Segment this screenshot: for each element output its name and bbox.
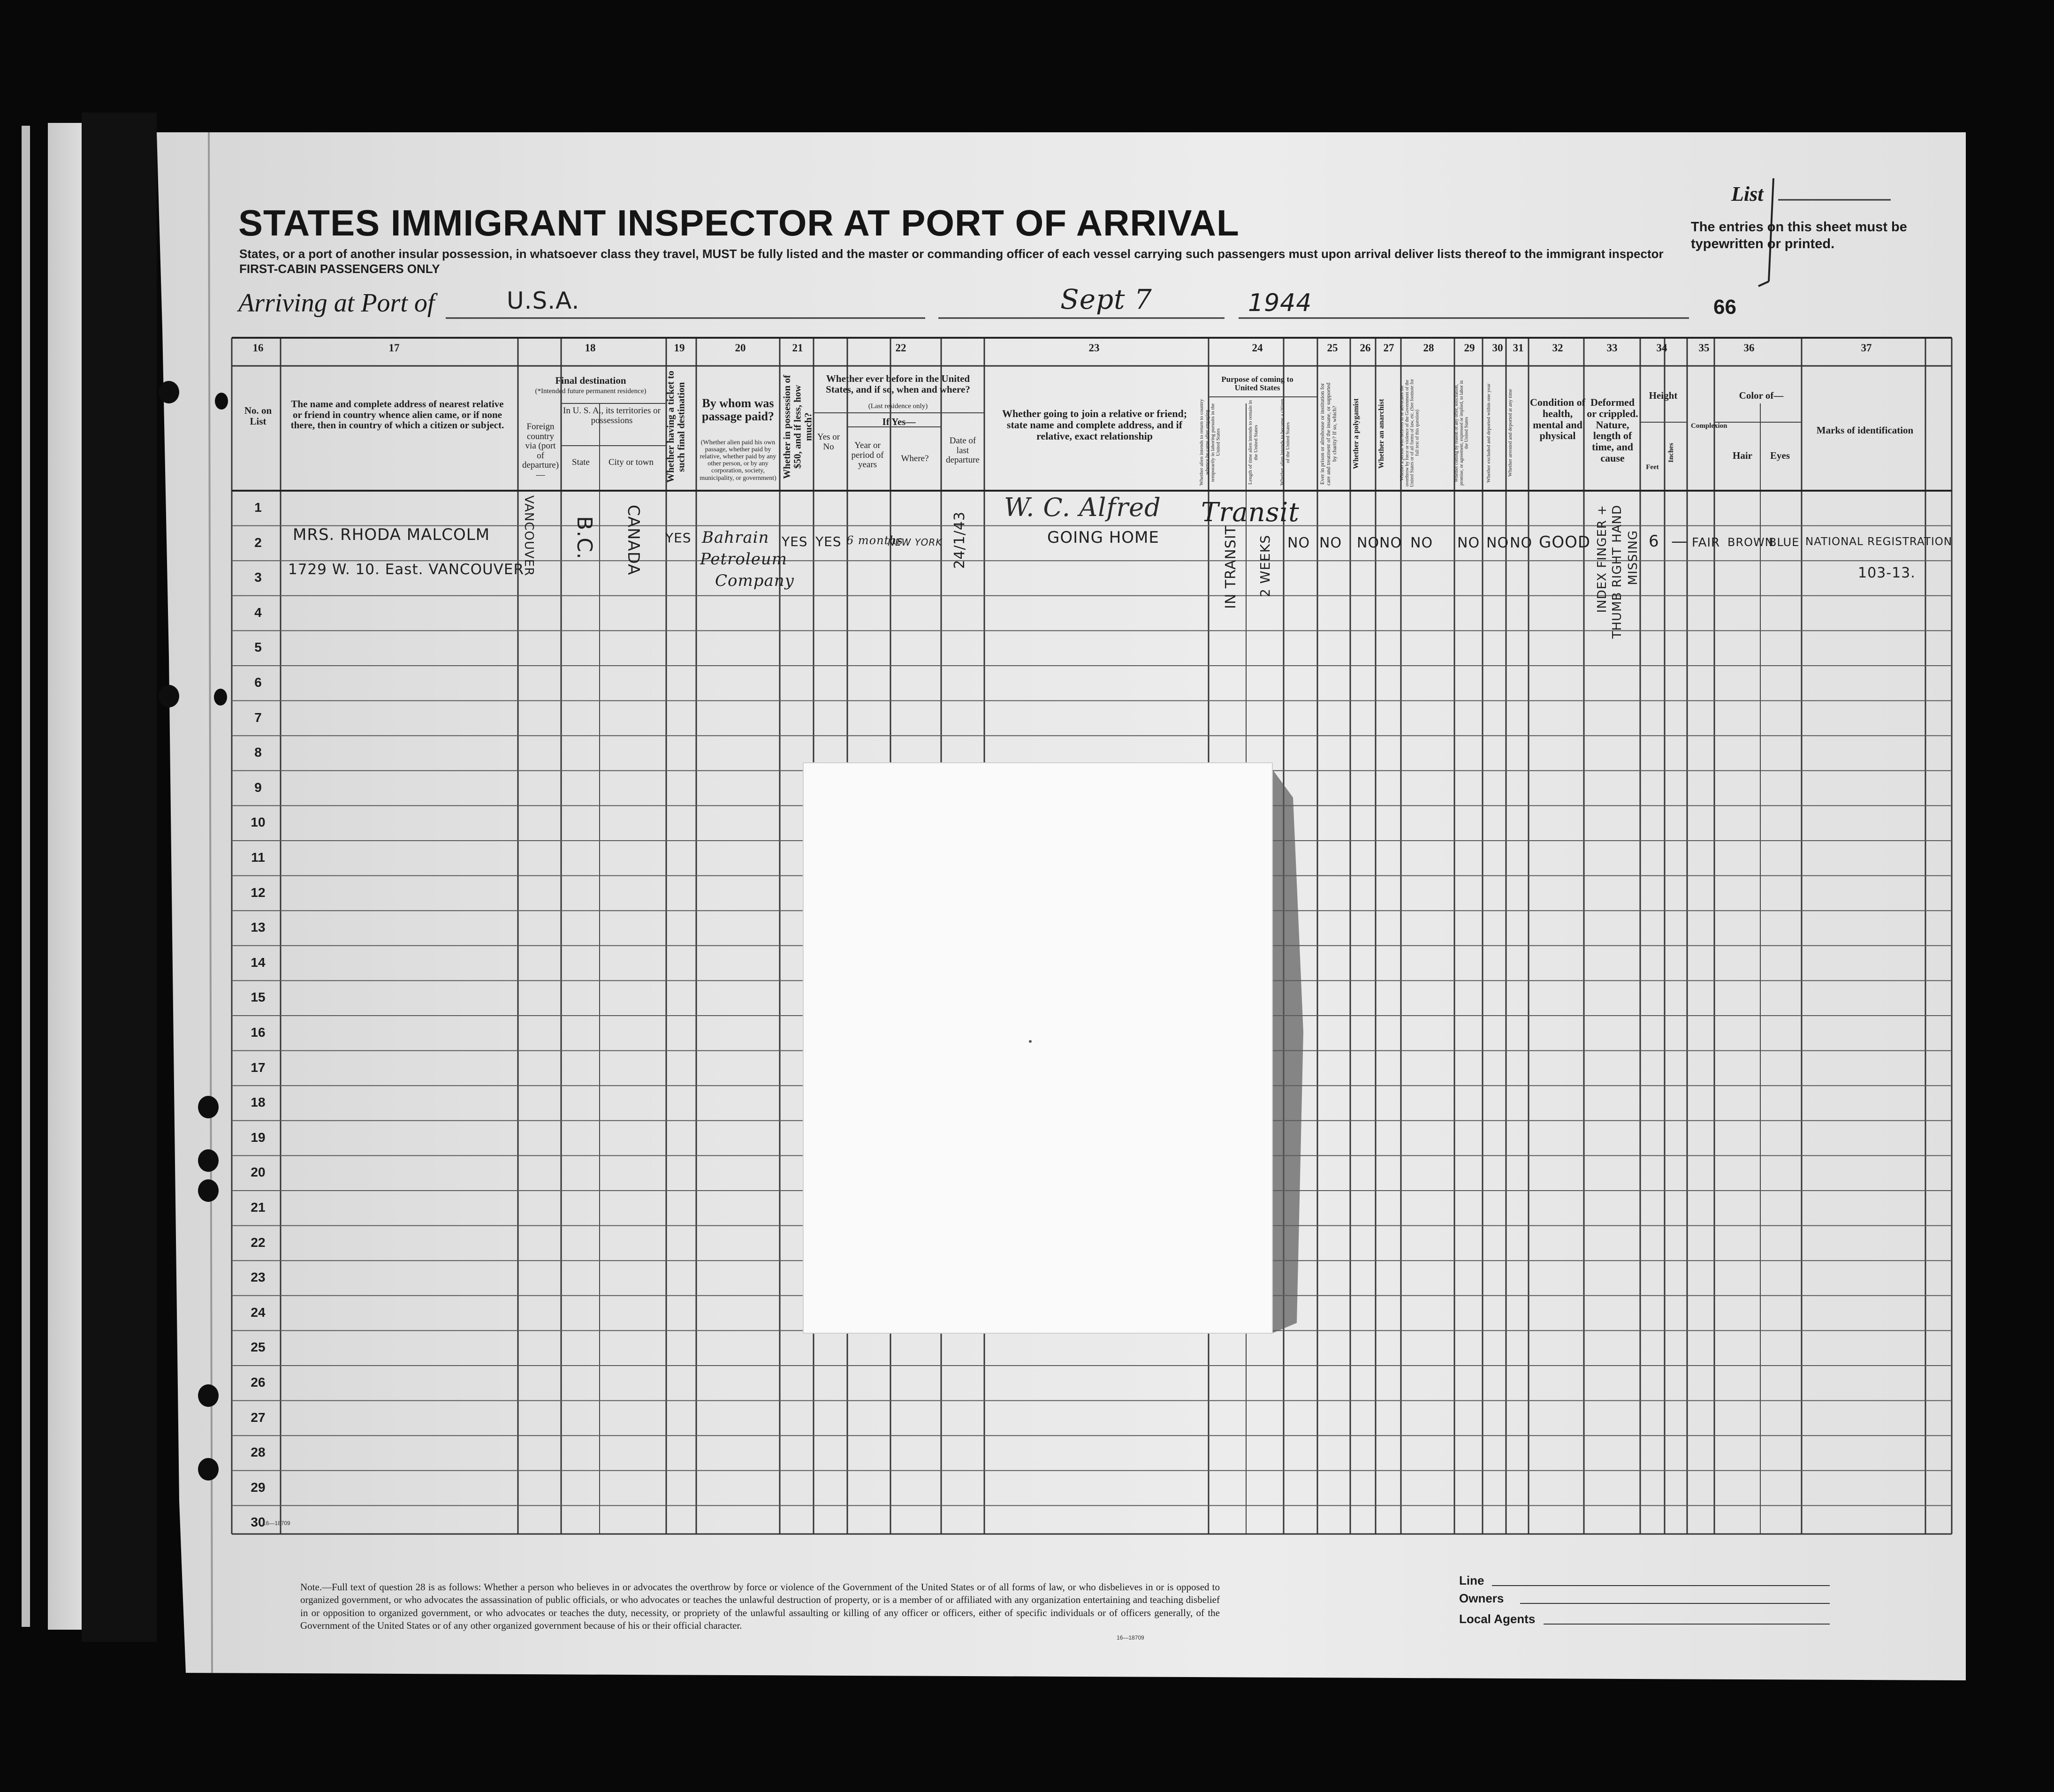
col-17-header: The name and complete address of nearest relative or friend in country whence alien came, or if none there, then in country of which a citizen or subject. — [290, 398, 504, 431]
col-22-where: Where? — [901, 454, 929, 463]
col-27-header: Whether an anarchist — [1377, 399, 1385, 469]
passage-paid-3: Company — [715, 571, 794, 590]
row-number: 25 — [251, 1340, 266, 1355]
col-18-number: 18 — [585, 342, 596, 354]
col-34-header: Height — [1649, 390, 1678, 401]
col-30-number: 30 — [1492, 342, 1503, 354]
deformed-line-1: INDEX FINGER + — [1595, 505, 1609, 613]
purpose-length-value: 2 WEEKS — [1257, 535, 1273, 597]
where-value: NEW YORK — [888, 537, 943, 548]
row-number: 6 — [254, 675, 262, 690]
row-number: 15 — [251, 990, 266, 1005]
footer-agents-label: Local Agents — [1459, 1612, 1536, 1626]
form-number-right: 16—18709 — [1117, 1634, 1144, 1641]
row-number: 16 — [251, 1025, 266, 1040]
col-19-number: 19 — [674, 342, 685, 354]
col-17-number: 17 — [388, 342, 400, 354]
excluded-value: NO — [1486, 535, 1509, 551]
typewritten-note: The entries on this sheet must be typewritten or printed. — [1691, 220, 1907, 252]
passage-paid-2: Petroleum — [700, 550, 787, 569]
list-label: List — [1731, 182, 1764, 205]
labor-offer-value: NO — [1457, 535, 1480, 551]
col-21-number: 21 — [792, 342, 803, 354]
col-20-header: By whom was passage paid? — [702, 396, 774, 424]
city-value: CANADA — [624, 505, 643, 576]
arriving-label: Arriving at Port of — [238, 289, 435, 318]
purpose-transit-vertical: IN TRANSIT — [1223, 525, 1239, 609]
col-32-number: 32 — [1552, 342, 1563, 354]
col-31-number: 31 — [1513, 342, 1524, 354]
col-27-number: 27 — [1383, 342, 1394, 354]
health-value: GOOD — [1539, 533, 1591, 552]
period-value: 6 months — [846, 534, 903, 547]
date-value: Sept 7 — [1060, 283, 1152, 315]
marks-value: NATIONAL REGISTRATION — [1805, 536, 1953, 548]
page-title: STATES IMMIGRANT INSPECTOR AT PORT OF ARRIVAL — [238, 202, 1240, 243]
row-number: 19 — [251, 1130, 266, 1145]
col-36-header: Color of— — [1739, 390, 1784, 401]
row-number: 1 — [254, 500, 262, 515]
col-37-header: Marks of identification — [1816, 425, 1914, 436]
col-23-number: 23 — [1088, 342, 1100, 354]
row-number: 7 — [254, 710, 262, 725]
col-18-subheader: (*Intended future permanent residence) — [535, 387, 647, 395]
col-26-number: 26 — [1360, 342, 1371, 354]
state-value: B.C. — [572, 516, 596, 560]
col-20-subheader: (Whether alien paid his own passage, whether paid by relative, whether paid by any other person, or by any corporation, society, municipality, or government) — [700, 439, 776, 482]
purpose-citizen-value: NO — [1287, 535, 1310, 551]
col-26-header: Whether a polygamist — [1352, 398, 1360, 470]
stub-strip — [48, 123, 82, 1630]
col-28-number: 28 — [1423, 342, 1434, 354]
col-19-header: Whether having a ticket to such final destination — [665, 371, 687, 483]
join-relative-value: GOING HOME — [1047, 528, 1159, 547]
row-number: 10 — [251, 815, 266, 830]
col-24-sub-a: Whether alien intends to return to country whence he came after engaging temporarily in laboring pursuits in the United States — [1199, 399, 1221, 486]
col-34-number: 34 — [1656, 342, 1667, 354]
row-number: 5 — [254, 640, 262, 655]
anarchist-value: NO — [1379, 535, 1402, 551]
height-feet-value: 6 — [1649, 532, 1659, 551]
col-36-eyes: Eyes — [1770, 450, 1790, 461]
col-18-foreign: Foreign country via (port of departure)— — [522, 422, 559, 480]
deformed-line-2: THUMB RIGHT HAND — [1610, 505, 1624, 639]
col-30-header: Whether excluded and deported within one year — [1486, 383, 1491, 483]
instructions-text: States, or a port of another insular possession, in whatsoever class they travel, MUST be fully listed and the master or commanding officer of each vessel carrying such passengers must upon arrival deliver lists thereof to the immigrant inspector — [239, 247, 1664, 261]
col-33-number: 33 — [1606, 342, 1618, 354]
complexion-value: FAIR — [1692, 536, 1720, 550]
row-number: 29 — [251, 1480, 266, 1495]
col-22-header: Whether ever before in the United States, and if so, when and where? — [826, 373, 970, 395]
col-16-number: 16 — [252, 342, 264, 354]
col-29-header: Whether coming by reason of any offer, solicitation, promise, or agreement, expressed or implied, to labor in the United States — [1454, 380, 1469, 486]
col-24-sub-c: Whether alien intends to become a citizen of the United States — [1279, 399, 1291, 486]
row-number: 2 — [254, 535, 262, 550]
ticket-value: YES — [665, 530, 692, 546]
col-21-header: Whether in possession of $50, and if less, how much? — [781, 375, 814, 479]
row-number: 20 — [251, 1165, 266, 1180]
col-36-hair: Hair — [1733, 450, 1752, 461]
col-28-header: Whether a person who believes in or advocates the overthrow by force or violence of the Government of the United States or of all forms of law, etc. (See footnote for full text of this question) — [1400, 379, 1420, 487]
col-25-number: 25 — [1327, 342, 1338, 354]
row-number: 11 — [251, 850, 265, 865]
col-37-number: 37 — [1861, 342, 1872, 354]
row-number: 24 — [251, 1305, 266, 1320]
col-24-sub-b: Length of time alien intends to remain in the United States — [1248, 400, 1259, 485]
col-36-number: 36 — [1743, 342, 1755, 354]
row-number: 12 — [251, 885, 266, 900]
footer-line-label: Line — [1459, 1573, 1484, 1587]
col-22-number: 22 — [895, 342, 906, 354]
col-24-number: 24 — [1252, 342, 1263, 354]
col-32-header: Condition of health, mental and physical — [1530, 396, 1585, 442]
foreign-port-value: VANCOUVER — [522, 495, 536, 577]
row-number: 22 — [251, 1235, 266, 1250]
row-number: 27 — [251, 1410, 266, 1425]
eyes-value: BLUE — [1769, 536, 1800, 549]
row-number: 13 — [251, 920, 266, 935]
blank-card — [803, 763, 1272, 1333]
card-speck — [1029, 1040, 1032, 1043]
binding-strip — [82, 113, 157, 1642]
relative-address: 1729 W. 10. East. VANCOUVER — [288, 561, 524, 578]
col-22-date-last: Date of last departure — [946, 436, 980, 465]
col-35-header: Complexion — [1691, 422, 1727, 430]
row-number: 26 — [251, 1375, 266, 1390]
col-25-header: Ever in prison or almshouse or institution for care and treatment of the insane, or supported by charity? If so, which? — [1319, 382, 1338, 486]
col-24-header: Purpose of coming to United States — [1221, 375, 1293, 393]
col-23-header: Whether going to join a relative or friend; state name and complete address, and if relative, exact relationship — [1002, 408, 1187, 442]
row-number: 21 — [251, 1200, 266, 1215]
port-value: U.S.A. — [507, 287, 580, 314]
row-number: 14 — [251, 955, 266, 970]
row-number: 30 — [251, 1515, 266, 1530]
col-22-yes-no: Yes or No — [817, 432, 840, 452]
col-18-state: State — [572, 457, 590, 467]
first-cabin-label: FIRST-CABIN PASSENGERS ONLY — [239, 262, 440, 276]
col-35-number: 35 — [1698, 342, 1710, 354]
col-34-feet: Feet — [1646, 463, 1659, 471]
passage-paid-1: Bahrain — [702, 528, 769, 547]
col-16-header: No. on List — [244, 405, 272, 427]
row-number: 9 — [254, 780, 262, 795]
footnote-text: Note.—Full text of question 28 is as follows: Whether a person who believes in or advocates the overthrow by force or violence of the Government of the United States or of all forms of law, or who disbelieves in or is opposed to organized government, or who advocates the assassination of public officials, or who advocates or teaches the unlawful destruction of property, or is a member of or affiliated with any organization entertaining and teaching disbelief in or opposition to organized government, or who advocates or teaches the duty, necessity, or propriety of the unlawful assaulting or killing of any officer or officers, either of specific individuals or of officers generally, of the Government of the United States or of any other organized government because of his or their official character. — [300, 1581, 1220, 1631]
join-relative-signature: W. C. Alfred — [1004, 493, 1161, 522]
row-number: 3 — [254, 570, 262, 585]
left-edge-sliver — [22, 126, 30, 1627]
before-in-us-value: YES — [815, 534, 842, 549]
page-number: 66 — [1713, 296, 1736, 319]
height-inches-value: — — [1671, 532, 1688, 551]
form-number-left: 16—18709 — [263, 1520, 290, 1526]
col-18-header: Final destination — [555, 375, 626, 386]
marks-number-value: 103-13. — [1858, 565, 1916, 581]
row-number: 28 — [251, 1445, 266, 1460]
col-31-header: Whether arrested and deported at any time — [1507, 389, 1513, 477]
col-18-city: City or town — [608, 457, 654, 467]
polygamist-value: NO — [1357, 535, 1380, 551]
col-22-period: Year or period of years — [851, 440, 884, 470]
col-34-inches: Inches — [1667, 443, 1675, 463]
row-number: 23 — [251, 1270, 266, 1285]
deformed-line-3: MISSING — [1626, 530, 1640, 585]
col-29-number: 29 — [1464, 342, 1475, 354]
prison-value: NO — [1319, 535, 1342, 551]
col-18-usa: In U. S. A., its territories or possessions — [563, 406, 661, 425]
year-value: 1944 — [1248, 289, 1312, 317]
footer-owners-label: Owners — [1459, 1591, 1504, 1605]
hair-value: BROWN — [1727, 536, 1774, 549]
purpose-transit-value: Transit — [1201, 497, 1300, 528]
deported-value: NO — [1510, 535, 1533, 551]
col-22-subheader: (Last residence only) — [868, 402, 928, 410]
col-20-number: 20 — [735, 342, 746, 354]
row-number: 8 — [254, 745, 262, 760]
relative-name: MRS. RHODA MALCOLM — [293, 525, 490, 544]
overthrow-value: NO — [1410, 535, 1433, 551]
date-last-departure-value: 24/1/43 — [951, 511, 968, 569]
row-number: 17 — [251, 1060, 266, 1075]
col-33-header: Deformed or crippled. Nature, length of time, and cause — [1587, 396, 1638, 464]
col-22-if-yes: If Yes— — [882, 416, 916, 427]
row-number: 18 — [251, 1095, 266, 1110]
row-number: 4 — [254, 605, 262, 620]
possession-50-value: YES — [782, 534, 808, 549]
